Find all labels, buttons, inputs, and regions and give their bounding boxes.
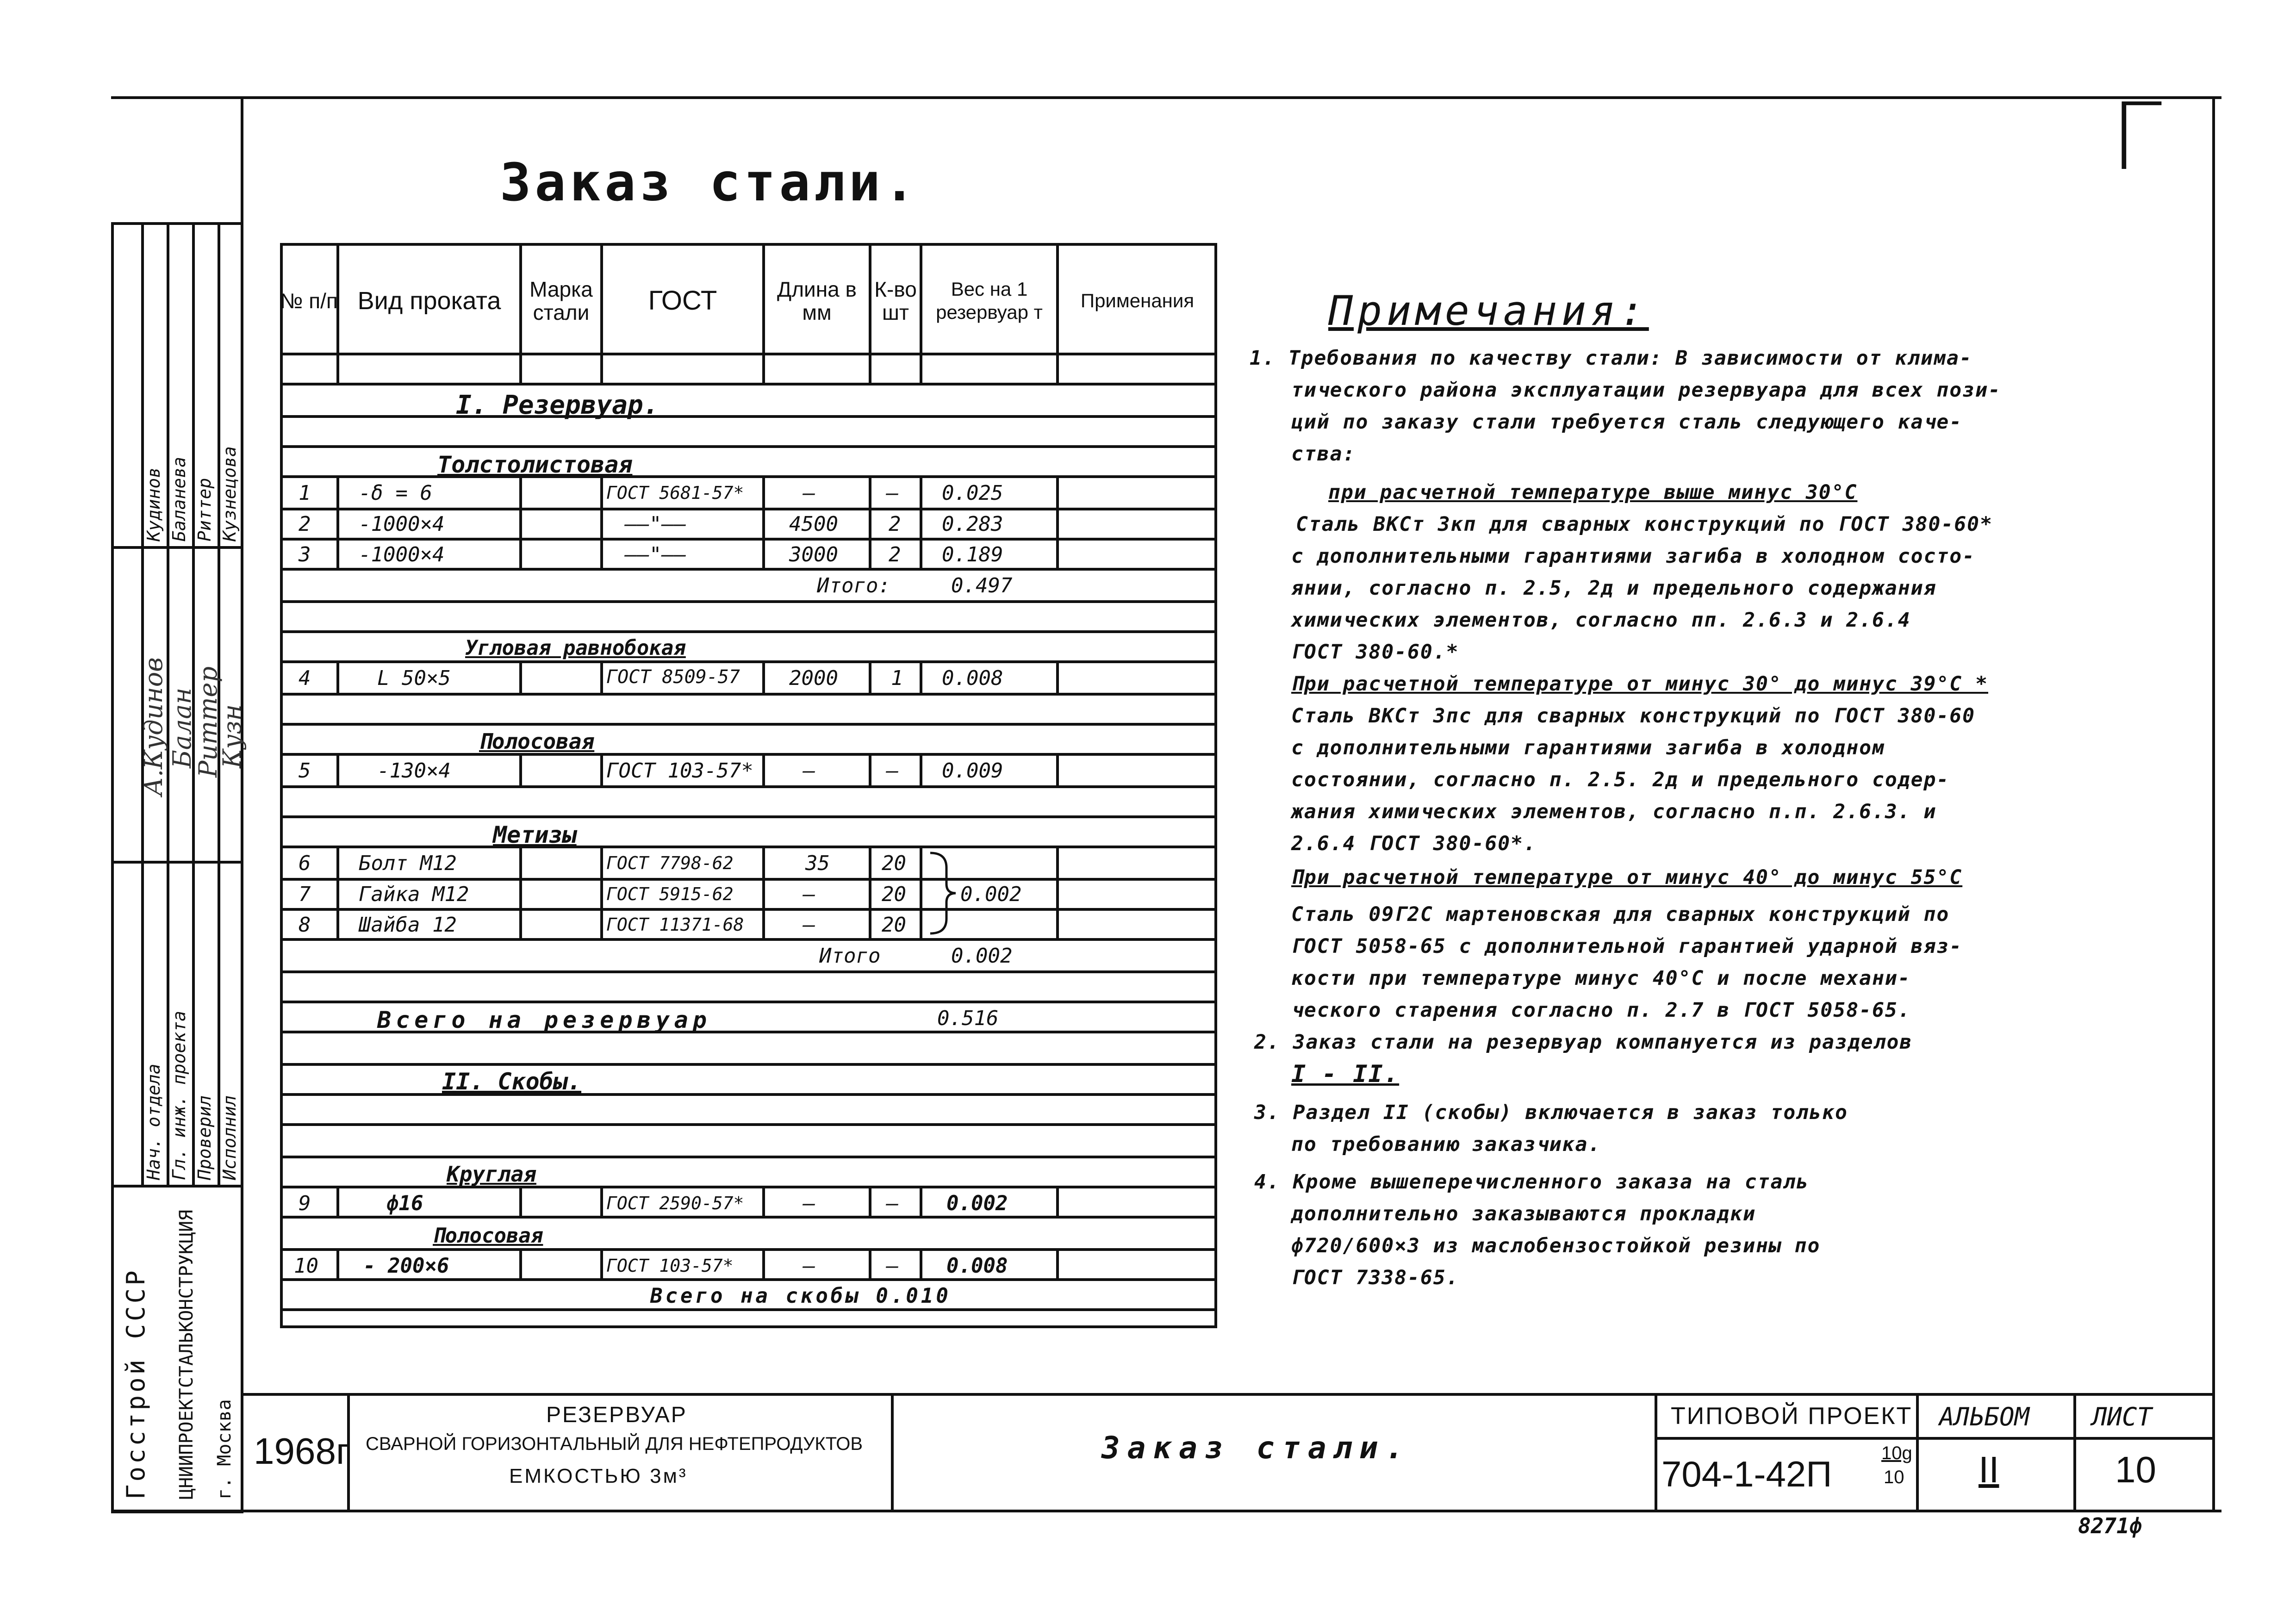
- cell-gost: ——"——: [625, 543, 686, 566]
- cell-vid: L 50×5: [377, 666, 451, 690]
- notes-heading: Примечания:: [1328, 287, 1649, 335]
- cell-qty: 20: [882, 913, 906, 937]
- cell-weight: 0.025: [942, 481, 1003, 505]
- cell-gost: ГОСТ 5681-57*: [606, 483, 744, 503]
- cell-qty: —: [886, 1254, 899, 1278]
- note-line: ства:: [1291, 442, 1356, 466]
- note-line: При расчетной температуре от минус 40° до минус 55°С: [1291, 866, 1963, 889]
- total-reservoir-value: 0.516: [937, 1007, 999, 1030]
- tb-divider: [2073, 1393, 2076, 1510]
- cell-n: 5: [299, 759, 311, 783]
- tb-divider: [1655, 1393, 1657, 1510]
- cell-len: —: [803, 759, 815, 783]
- total-reservoir-label: Всего на резервуар: [377, 1007, 711, 1033]
- note-line: 3. Раздел II (скобы) включается в заказ только: [1254, 1101, 1848, 1124]
- cell-len: 35: [805, 852, 830, 875]
- cell-qty: —: [886, 481, 899, 505]
- group-polosovaya: Полосовая: [479, 729, 595, 754]
- cell-len: —: [803, 913, 815, 937]
- tb-year: 1968г: [254, 1430, 350, 1472]
- tb-sheet-number: 10: [2115, 1449, 2156, 1490]
- cell-weight: 0.002: [946, 1192, 1008, 1215]
- cell-n: 3: [299, 543, 311, 566]
- cell-n: 1: [299, 481, 311, 505]
- table-grid: [280, 243, 1217, 1328]
- tb-project-number: 704-1-42П: [1661, 1454, 1832, 1494]
- sidebar-name: Риттер: [194, 478, 215, 541]
- steel-order-table: [280, 243, 1217, 1328]
- note-line: 1. Требования по качеству стали: В зависимости от клима-: [1250, 347, 1972, 370]
- cell-len: —: [803, 481, 815, 505]
- frame-top-line: [111, 96, 2221, 99]
- cell-gost: ——"——: [625, 512, 686, 536]
- note-line: янии, согласно п. 2.5, 2д и предельного содержания: [1291, 577, 1937, 600]
- note-line: I - II.: [1291, 1060, 1400, 1088]
- sidebar-name: Кузнецова: [219, 446, 240, 541]
- cell-weight: 0.008: [946, 1254, 1008, 1278]
- cell-qty: 1: [891, 666, 903, 690]
- cell-gost: ГОСТ 103-57*: [606, 759, 753, 783]
- note-line: тического района эксплуатации резервуара для всех пози-: [1291, 379, 2001, 402]
- itogo-label: Итого:: [817, 574, 890, 597]
- cell-vid: -δ = 6: [359, 481, 432, 505]
- group-kruglaya: Круглая: [447, 1162, 536, 1187]
- note-line: ф720/600×3 из маслобензостойкой резины по: [1291, 1234, 1821, 1257]
- note-line: ГОСТ 5058-65 с дополнительной гарантией ударной вяз-: [1291, 935, 1963, 958]
- tb-sheet-label: ЛИСТ: [2092, 1402, 2153, 1431]
- cell-qty: 2: [889, 543, 901, 566]
- cell-n: 9: [299, 1192, 311, 1215]
- note-line: жания химических элементов, согласно п.п. 2.6.3. и: [1291, 800, 1937, 823]
- cell-gost: ГОСТ 8509-57: [606, 666, 740, 688]
- col-header-n: № п/п: [280, 289, 338, 313]
- org-name: Госстрой СССР: [121, 1268, 150, 1499]
- note-line: ций по заказу стали требуется сталь следующего каче-: [1291, 410, 1963, 434]
- tb-project-frac-bottom: 10: [1884, 1467, 1904, 1487]
- tb-album-number: II: [1979, 1449, 1999, 1490]
- metiz-weight: 0.002: [960, 883, 1022, 906]
- tb-object-line1: РЕЗЕРВУАР: [546, 1403, 687, 1427]
- cell-qty: 20: [882, 883, 906, 906]
- itogo-metiz-value: 0.002: [951, 944, 1013, 968]
- cell-weight: 0.283: [942, 512, 1003, 536]
- signature: Риттер: [193, 666, 223, 777]
- sidebar-role: Гл. инж. проекта: [169, 1010, 189, 1180]
- cell-len: —: [803, 1192, 815, 1215]
- cell-n: 10: [294, 1254, 318, 1278]
- cell-qty: 20: [882, 852, 906, 875]
- note-line: Сталь 09Г2С мартеновская для сварных конструкций по: [1291, 903, 1950, 926]
- cell-gost: ГОСТ 11371-68: [606, 914, 744, 935]
- cell-weight: 0.009: [942, 759, 1003, 783]
- sidebar-role: Проверил: [194, 1095, 215, 1180]
- tb-sheet-title: Заказ стали.: [1101, 1430, 1411, 1466]
- note-line: дополнительно заказываются прокладки: [1291, 1202, 1756, 1225]
- group-tolstolistovaya: Толстолистовая: [437, 451, 633, 478]
- note-line: ческого старения согласно п. 2.7 в ГОСТ 5058-65.: [1291, 999, 1911, 1022]
- signature: Кузн: [218, 704, 247, 768]
- cell-gost: ГОСТ 2590-57*: [606, 1193, 744, 1213]
- cell-vid: - 200×6: [363, 1254, 449, 1278]
- frame-right-line: [2212, 96, 2215, 1512]
- cell-weight: 0.008: [942, 666, 1003, 690]
- note-line: химических элементов, согласно пп. 2.6.3 и 2.6.4: [1291, 609, 1911, 632]
- cell-weight: 0.189: [942, 543, 1003, 566]
- sidebar-role: Исполнил: [219, 1095, 240, 1180]
- cell-n: 6: [299, 852, 311, 875]
- cell-qty: —: [886, 1192, 899, 1215]
- section-skoby: II. Скобы.: [442, 1068, 582, 1095]
- cell-vid: -1000×4: [359, 512, 445, 536]
- section-reservoir: I. Резервуар.: [456, 390, 659, 420]
- signature: А.Кудинов: [139, 657, 168, 796]
- tb-object-line2: СВАРНОЙ ГОРИЗОНТАЛЬНЫЙ ДЛЯ НЕФТЕПРОДУКТОВ: [366, 1434, 863, 1454]
- col-header-weight: Вес на 1 резервуар т: [936, 278, 1043, 323]
- note-line: состоянии, согласно п. 2.5. 2д и предельного содер-: [1291, 768, 1950, 791]
- note-line: 2.6.4 ГОСТ 380-60*.: [1291, 832, 1537, 855]
- note-line: ГОСТ 7338-65.: [1291, 1266, 1459, 1289]
- total-skoby: Всего на скобы 0.010: [650, 1284, 951, 1308]
- cell-vid: Болт М12: [359, 852, 457, 875]
- col-header-vid: Вид проката: [357, 287, 501, 315]
- tb-project-frac-top: 10g: [1881, 1443, 1912, 1463]
- col-header-qty: К-во шт: [874, 277, 917, 324]
- archive-stamp: 8271ф: [2078, 1513, 2142, 1538]
- tb-project-label: ТИПОВОЙ ПРОЕКТ: [1671, 1403, 1913, 1430]
- note-line: Сталь ВКСт 3кп для сварных конструкций по ГОСТ 380-60*: [1296, 513, 1993, 536]
- cell-len: —: [803, 883, 815, 906]
- tb-divider: [1916, 1393, 1919, 1510]
- note-line: Сталь ВКСт 3пс для сварных конструкций по ГОСТ 380-60: [1291, 704, 1976, 728]
- cell-gost: ГОСТ 5915-62: [606, 884, 734, 904]
- group-polosovaya-2: Полосовая: [433, 1224, 543, 1248]
- col-header-gost: ГОСТ: [648, 286, 717, 316]
- cell-len: 4500: [789, 512, 838, 536]
- col-header-notes: Применания: [1080, 290, 1195, 311]
- col-header-marka: Марка стали: [529, 277, 593, 324]
- cell-qty: —: [886, 759, 899, 783]
- cell-gost: ГОСТ 7798-62: [606, 853, 734, 873]
- signature: Балан: [168, 687, 197, 768]
- cell-vid: -130×4: [377, 759, 451, 783]
- sidebar-name: Баланева: [169, 456, 189, 541]
- org-name: ЦНИИПРОЕКТСТАЛЬКОНСТРУКЦИЯ: [176, 1209, 197, 1499]
- corner-mark: Г: [2110, 83, 2162, 191]
- cell-gost: ГОСТ 103-57*: [606, 1256, 734, 1276]
- note-line: 4. Кроме вышеперечисленного заказа на сталь: [1254, 1170, 1810, 1194]
- note-line: при расчетной температуре выше минус 30°С: [1328, 481, 1858, 504]
- note-line: с дополнительными гарантиями загиба в холодном состо-: [1291, 545, 1976, 568]
- cell-vid: ф16: [386, 1192, 423, 1215]
- sidebar-name: Кудинов: [143, 467, 164, 541]
- page-title: Заказ стали.: [500, 153, 919, 213]
- sidebar-divider: [111, 1185, 241, 1188]
- col-header-len: Длина в мм: [777, 277, 857, 324]
- note-line: При расчетной температуре от минус 30° до минус 39°С *: [1291, 672, 1988, 696]
- note-line: ГОСТ 380-60.*: [1291, 640, 1459, 664]
- note-line: с дополнительными гарантиями загиба в холодном: [1291, 736, 1885, 759]
- cell-qty: 2: [889, 512, 901, 536]
- tb-object-line3: ЕМКОСТЬЮ 3м³: [509, 1465, 688, 1487]
- group-metizy: Метизы: [493, 821, 577, 848]
- tb-divider-h: [1655, 1437, 2215, 1440]
- cell-n: 2: [299, 512, 311, 536]
- note-line: кости при температуре минус 40°С и после механи-: [1291, 967, 1911, 990]
- sidebar-divider: [111, 861, 241, 864]
- note-line: 2. Заказ стали на резервуар компануется из разделов: [1254, 1031, 1913, 1054]
- group-uglovaya: Угловая равнобокая: [465, 636, 686, 660]
- sidebar-role: Нач. отдела: [143, 1063, 164, 1180]
- cell-len: 2000: [789, 666, 838, 690]
- cell-vid: -1000×4: [359, 543, 445, 566]
- cell-n: 7: [299, 883, 311, 906]
- cell-n: 4: [299, 666, 311, 690]
- cell-len: —: [803, 1254, 815, 1278]
- cell-len: 3000: [789, 543, 838, 566]
- cell-n: 8: [299, 913, 311, 937]
- cell-vid: Шайба 12: [359, 913, 457, 937]
- itogo-metiz-label: Итого: [819, 944, 881, 968]
- note-line: по требованию заказчика.: [1291, 1133, 1601, 1156]
- itogo-value: 0.497: [951, 574, 1013, 597]
- tb-divider: [891, 1393, 894, 1510]
- cell-vid: Гайка М12: [359, 883, 469, 906]
- org-city: г. Москва: [214, 1399, 235, 1499]
- tb-album-label: АЛЬБОМ: [1939, 1402, 2030, 1431]
- sidebar-divider: [111, 546, 241, 549]
